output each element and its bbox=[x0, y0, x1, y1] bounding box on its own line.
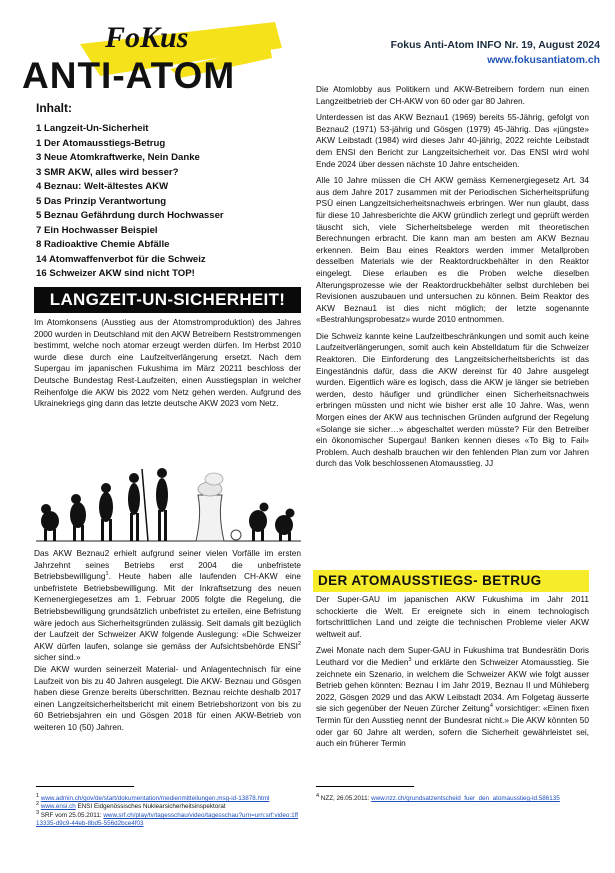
toc-item[interactable]: 7 Ein Hochwasser Beispiel bbox=[36, 224, 158, 236]
toc-item[interactable]: 14 Atomwaffenverbot für die Schweiz bbox=[36, 253, 206, 265]
right-paragraph-3: Alle 10 Jahre müssen die CH AKW gemäss Kernenergiegesetz Art. 34 aus dem Jahre 2017 zusammen mit der Periodischen Sicherheitsprüfung PSÜ einen Langzeitsicherheitsnachweis erbringen. Wer nun glaubt, dass für diese 10 Jahresberichte die AKW gründlich zerlegt und geprüft werden täuscht sich, viele Sicherheitsbelege werden mit theoretischen Berechnungen erbracht. Die kann man am besten am AKW Beznau erkennen. Beim Bau eines Reaktors werden immer Metallproben desselben Materials wie der Reaktordruckbehälter in den Reaktor eingelegt. Diese erlauben es die Proben welche dieselben Alterungsprozesse wie der Reaktordruckbehälter selbst durchleben bei Revisionen auszubauen und untersuchen zu können. Beim Reaktor des AKW Beznau1 ist dies nicht möglich; der letzte sogenannte «Bestrahlungsprobesatz» wurde 2010 entnommen. bbox=[316, 175, 589, 325]
toc-item[interactable]: 8 Radioaktive Chemie Abfälle bbox=[36, 239, 170, 250]
toc-title: Inhalt: bbox=[36, 101, 72, 115]
footnote-ref-4[interactable]: 4 bbox=[489, 703, 493, 710]
toc-item[interactable]: 1 Der Atomausstiegs-Betrug bbox=[36, 137, 166, 149]
para2-part-b: . Heute haben alle laufenden CH-AKW eine unbefristete Betriebsbewilligung. Mit der Inkraftsetzung des neuen Kernenergiegesetzes am 1. Februar 2005 folgte die Regelung, die Betriebsbewilligung grundsätzlich unbefristet zu erteilen, eine Befristung wäre jedoch aus Sicherheitsgründen zulässig. Seit damals gilt bezüglich der Laufzeit der Schweizer AKW folgende Auslegung: «Die Schweizer AKW dürfen laufen, solange sie gemäss der Aufsichtsbehörde ENSI bbox=[34, 571, 301, 651]
footnote-2 bbox=[36, 803, 301, 811]
section1-paragraph-3: Die AKW wurden seinerzeit Material- und Anlagentechnisch für eine Laufzeit von bis zu 40 Jahren ausgelegt. Die AKW- Beznau und Gösgen haben diese Grenze bereits überschritten. Beznau reichte deshalb 2017 einen Langzeitsicherheitsbericht mit einem Betriebshorizont von bis zu 60 Betriebsjahren ein und Gösgen 2018 für einen AKW-Betrieb von weiteren 10 (50) Jahren. bbox=[34, 663, 301, 732]
right-column-text bbox=[316, 84, 589, 475]
para2-part-c: sicher sind.» bbox=[34, 652, 81, 663]
section1-paragraph-1: Im Atomkonsens (Ausstieg aus der Atomstromproduktion) des Jahres 2000 wurden in Deutschland mit den AKW Betreibern Reststrommengen bestimmt, welche noch atomar erzeugt werden dürfen. Im Herbst 2010 wurde diese durch eine Laufzeitverlängerung ersetzt. Nach dem Supergau im japanischen Fukushima im März 20211 beschloss der Deutsche Bundestag Rest-Laufzeiten, einen Ausstiegsplan in welcher Reihenfolge die AKW bis 2022 vom Netz gehen werden. Aufgrund des Ukrainekriegs ging dann das letzte deutsche AKW 2023 vom Netz. bbox=[34, 317, 301, 409]
footnote-ref-3[interactable]: 3 bbox=[408, 657, 412, 664]
s2-part-a: Zwei Monate nach dem Super-GAU in Fukushima trat Bundesrätin Doris Leuthard vor die Medien bbox=[316, 645, 589, 667]
footnote-2-number: 2 bbox=[36, 801, 40, 808]
evolution-illustration bbox=[36, 455, 301, 545]
footnote-1-link[interactable]: www.admin.ch/gov/de/start/dokumentation/medienmitteilungen.msg-id-13878.html bbox=[40, 795, 270, 802]
toc-item[interactable]: 16 Schweizer AKW sind nicht TOP! bbox=[36, 268, 195, 279]
footnote-4-number: 4 bbox=[316, 792, 320, 799]
right-paragraph-1: Die Atomlobby aus Politikern und AKW-Betreibern fordern nun einen Langzeitbetrieb der CH-AKW von 60 oder gar 80 Jahren. bbox=[316, 84, 589, 106]
issue-info: Fokus Anti-Atom INFO Nr. 19, August 2024 bbox=[390, 40, 600, 51]
toc-item[interactable]: 5 Das Prinzip Verantwortung bbox=[36, 195, 167, 207]
toc-item[interactable]: 3 Neue Atomkraftwerke, Nein Danke bbox=[36, 152, 200, 163]
toc-item[interactable]: 3 SMR AKW, alles wird besser? bbox=[36, 166, 179, 178]
logo-main-text: ANTI-ATOM bbox=[22, 55, 236, 94]
s2-part-b: und erklärte den Schweizer Atomausstieg. Sie zeichnete ein Szenario, in welchem die Schweizer AKW wie folgt ausser Betrieb gehen könnten: Beznau I im Jahr 2019, Beznau II und Mühleberg 2022, Gösgen 2029 und das AKW Leibstadt 2034. Am Folgetag äusserte sie sich gegenüber der Neuen Zürcher Zeitung bbox=[316, 656, 590, 714]
section2-paragraph-2 bbox=[316, 645, 589, 749]
footnote-3-number: 3 bbox=[36, 809, 40, 816]
right-paragraph-4: Die Schweiz kannte keine Laufzeitbeschränkungen und somit auch keine Laufzeitverlängerungen, somit auch kein Abstelldatum für die Schweizer Reaktoren. Die Einforderung des Langzeitsicherheitsberichts ist das Eingeständnis dafür, dass die AKW dereinst für 40 Jahre ausgelegt wurden. Eigentlich wäre es logisch, dass die AKW je länger sie betrieben werden, desto häufiger und gründlicher einen Sicherheitsnachweis erbringen müssten und nicht wie bisher erst alle 10 Jahre. Was, wenn Morgen eines der AKW aus technischen Gründen aufgrund der Regelung «Solange sie sicher…» abgeschaltet werden müsste? Für den Betreiber ein ökonomischer Supergau! Banken kennen dieses «To Big to Fail» Problem. Auch deshalb brauchen wir den fehlenden Plan zum vor Jahren durch das Volk beschlossenen Atomausstieg. JJ bbox=[316, 330, 589, 469]
footnote-4-link[interactable]: www.nzz.ch/grundsatzentscheid_fuer_den_atomausstieg-ld.586135 bbox=[371, 795, 560, 802]
section2-paragraph-1: Der Super-GAU im japanischen AKW Fukushima im Jahr 2011 schockierte die Welt. Er ereignete sich in einem technologisch fortschrittlichen Land und zeigte die technischen Probleme vieler AKW weltweit auf. bbox=[316, 594, 589, 639]
section1-paragraph-2 bbox=[34, 548, 301, 664]
footnotes-left bbox=[36, 792, 301, 829]
footnote-1-number: 1 bbox=[36, 792, 40, 799]
footnote-3-link[interactable]: www.srf.ch/play/tv/tagesschau/video/tagesschau?urn=urn:srf:video:1ff13335-d9c9-44eb-8bd5-556d2bce4f03 bbox=[36, 811, 299, 828]
section-heading-atomausstieg: DER ATOMAUSSTIEGS- BETRUG bbox=[313, 570, 589, 592]
website-link[interactable]: www.fokusantiatom.ch bbox=[487, 55, 600, 66]
evolution-silhouettes-image bbox=[36, 455, 301, 545]
footnote-2-link[interactable]: www.ensi.ch bbox=[40, 803, 76, 811]
table-of-contents bbox=[36, 122, 296, 282]
para2-part-a: Das AKW Beznau2 erhielt aufgrund seiner vielen Vorfälle im ersten Jahrzehnt seines Betriebs erst 2004 die unbefristete Betriebsbewilligung bbox=[34, 548, 301, 582]
toc-item[interactable]: 4 Beznau: Welt-ältestes AKW bbox=[36, 181, 169, 192]
logo-top-text: FoKus bbox=[105, 21, 189, 54]
toc-item[interactable]: 5 Beznau Gefährdung durch Hochwasser bbox=[36, 210, 224, 221]
footnote-4 bbox=[316, 792, 589, 803]
footnote-3-text: SRF vom 25.05.2011: bbox=[39, 811, 104, 819]
fokus-anti-atom-logo bbox=[20, 14, 290, 94]
footnote-4-text: NZZ, 26.05.2011: bbox=[319, 795, 372, 802]
section1-continued bbox=[34, 548, 301, 734]
footnotes-right bbox=[316, 792, 589, 803]
toc-item[interactable]: 1 Langzeit-Un-Sicherheit bbox=[36, 123, 149, 134]
s2-part-c: vorsichtiger: «Einen fixen Termin für den Ausstieg nennt der Bundesrat nicht.» Die AKW könnten 50 oder gar 60 Jahre alt werden, sofern die Sicherheit gewährleistet sei, auch ein früherer Termin bbox=[316, 703, 589, 749]
footnote-ref-1[interactable]: 1 bbox=[105, 571, 109, 578]
section2-text bbox=[316, 594, 589, 755]
footnote-ref-2[interactable]: 2 bbox=[297, 640, 301, 647]
footnote-divider bbox=[36, 786, 134, 787]
right-paragraph-2: Unterdessen ist das AKW Beznau1 (1969) bereits 55-Jährig, gefolgt von Beznau2 (1971) 53-jährig und Gösgen (1979) 45-Jährig. Das «jüngste» AKW Leibstadt (1984) wird dieses Jahr 40-jährig, 2022 reichte Leibstadt dem ENSI den Bericht zur Langzeitsicherheit vor. Das ENSI wird wohl Ende 2024 über dessen nächste 10 Jahre entscheiden. bbox=[316, 112, 589, 169]
section-heading-langzeit: LANGZEIT-UN-SICHERHEIT! bbox=[34, 287, 301, 313]
footnote-3 bbox=[36, 809, 301, 829]
footnote-2-text: ENSI Eidgenössisches Nuklearsicherheitsinspektorat bbox=[75, 803, 226, 811]
logo-graphic bbox=[20, 14, 290, 94]
footnote-divider-right bbox=[316, 786, 414, 787]
